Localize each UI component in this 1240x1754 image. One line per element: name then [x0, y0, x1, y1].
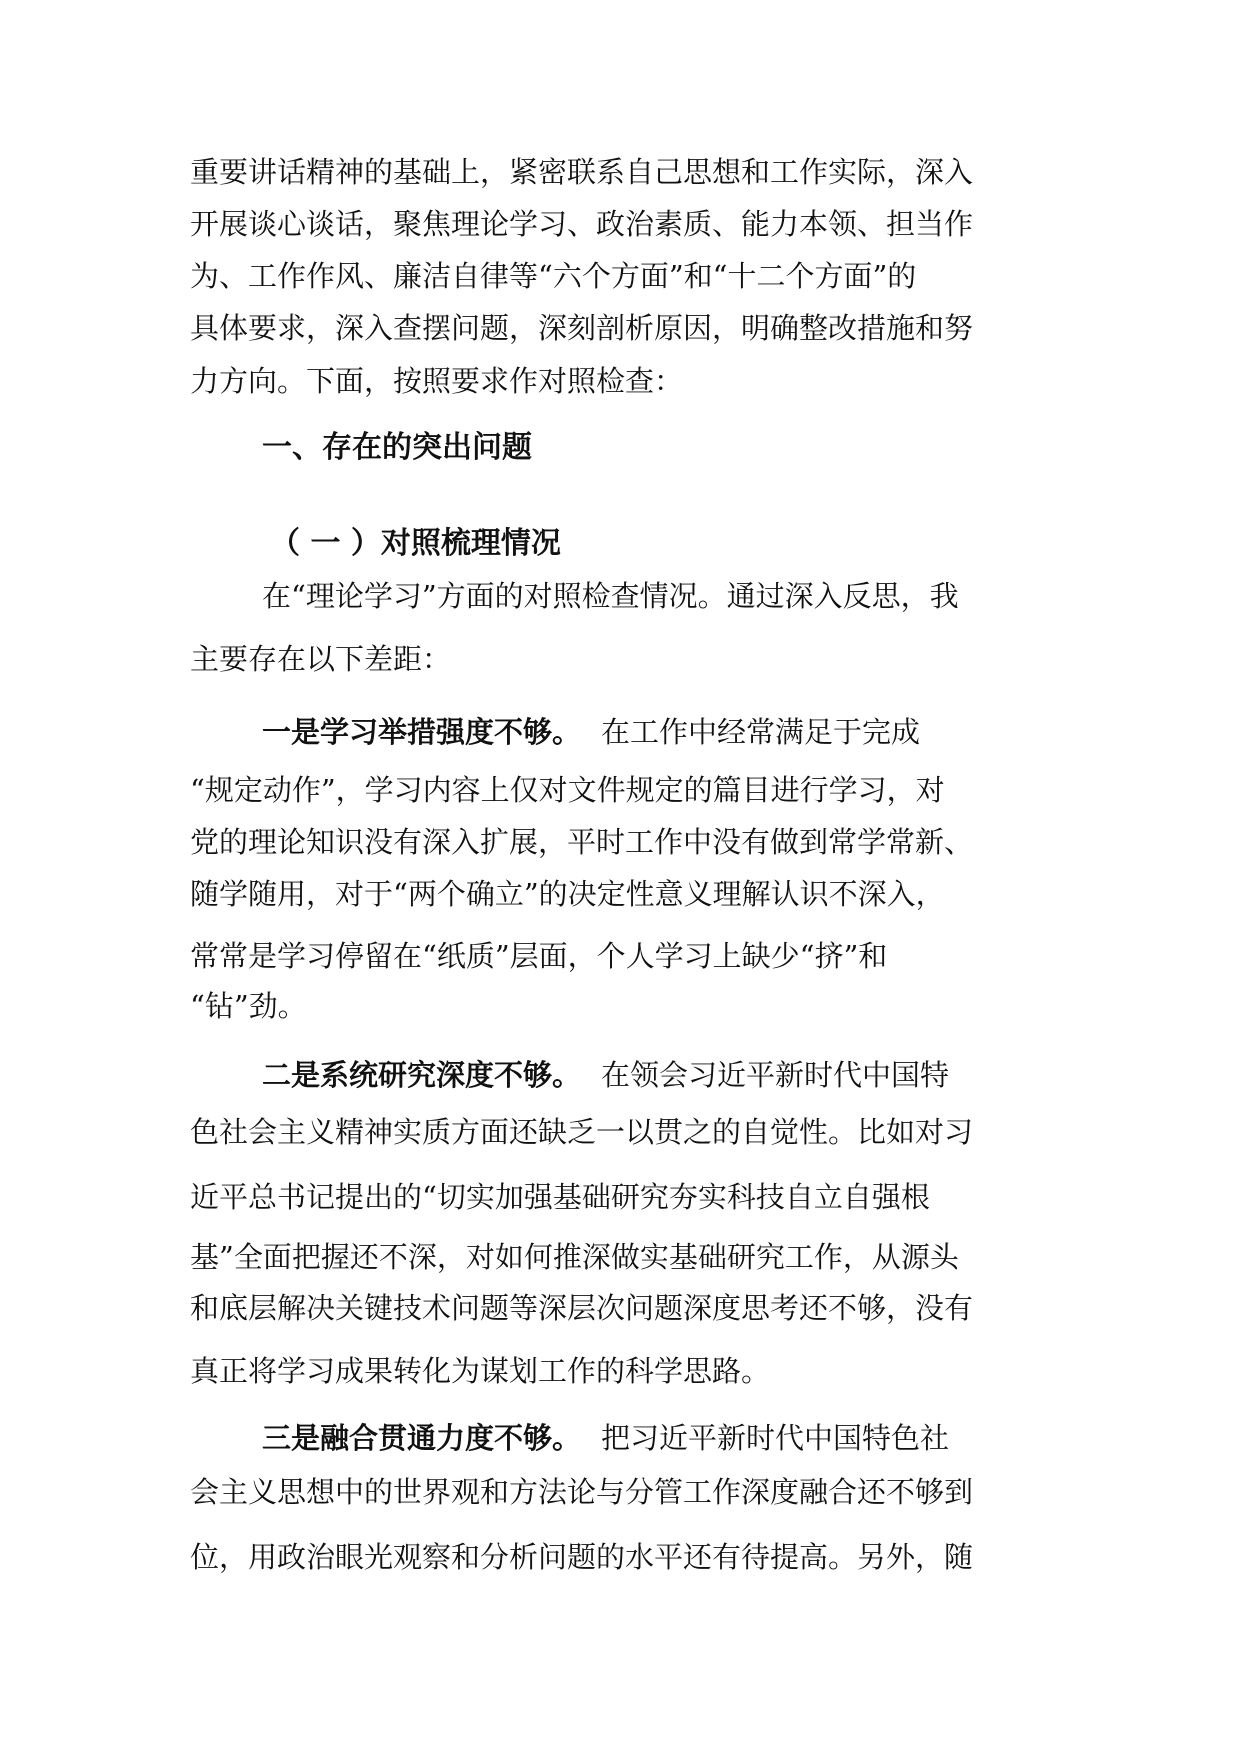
paragraph-line: 主要存在以下差距：: [190, 642, 452, 676]
paragraph-line: 会主义思想中的世界观和方法论与分管工作深度融合还不够到: [190, 1475, 974, 1509]
paragraph-line: 随学随用，对于“两个确立”的决定性意义理解认识不深入，: [190, 877, 945, 911]
paragraph-line: 开展谈心谈话，聚焦理论学习、政治素质、能力本领、担当作: [190, 207, 974, 241]
paragraph-line: 为、工作作风、廉洁自律等“六个方面”和“十二个方面”的: [190, 259, 917, 293]
paragraph-line: 重要讲话精神的基础上，紧密联系自己思想和工作实际，深入: [190, 155, 974, 189]
point-text: 把习近平新时代中国特色社: [601, 1421, 950, 1455]
point-first-line: [262, 1055, 1070, 1095]
paragraph-line: 具体要求，深入查摆问题，深刻剖析原因，明确整改措施和努: [190, 311, 974, 345]
paragraph-line: 位，用政治眼光观察和分析问题的水平还有待提高。另外，随: [190, 1540, 974, 1574]
point-lead: 三是融合贯通力度不够。: [262, 1421, 582, 1455]
point-lead: 二是系统研究深度不够。: [262, 1058, 582, 1092]
paragraph-line: 基”全面把握还不深，对如何推深做实基础研究工作，从源头: [190, 1240, 959, 1274]
point-lead: 一是学习举措强度不够。: [262, 715, 582, 749]
paragraph-line: “钻”劲。: [190, 989, 307, 1023]
paragraph-line: 在“理论学习”方面的对照检查情况。通过深入反思，我: [262, 579, 959, 613]
paragraph-line: 力方向。下面，按照要求作对照检查：: [190, 364, 684, 398]
paragraph-line: 真正将学习成果转化为谋划工作的科学思路。: [190, 1354, 771, 1388]
subsection-heading: （ 一 ）对照梳理情况: [270, 526, 561, 561]
paragraph-line: 和底层解决关键技术问题等深层次问题深度思考还不够，没有: [190, 1291, 974, 1325]
paragraph-line: “规定动作”，学习内容上仅对文件规定的篇目进行学习，对: [190, 773, 945, 807]
point-first-line: [262, 712, 1070, 752]
point-text: 在领会习近平新时代中国特: [601, 1058, 950, 1092]
section-heading: 一、存在的突出问题: [262, 430, 532, 465]
paragraph-line: 常常是学习停留在“纸质”层面，个人学习上缺少“挤”和: [190, 939, 888, 973]
point-text: 在工作中经常满足于完成: [601, 715, 921, 749]
paragraph-line: 党的理论知识没有深入扩展，平时工作中没有做到常学常新、: [190, 825, 974, 859]
paragraph-line: 色社会主义精神实质方面还缺乏一以贯之的自觉性。比如对习: [190, 1115, 974, 1149]
paragraph-line: 近平总书记提出的“切实加强基础研究夯实科技自立自强根: [190, 1180, 930, 1214]
point-first-line: [262, 1418, 1070, 1458]
